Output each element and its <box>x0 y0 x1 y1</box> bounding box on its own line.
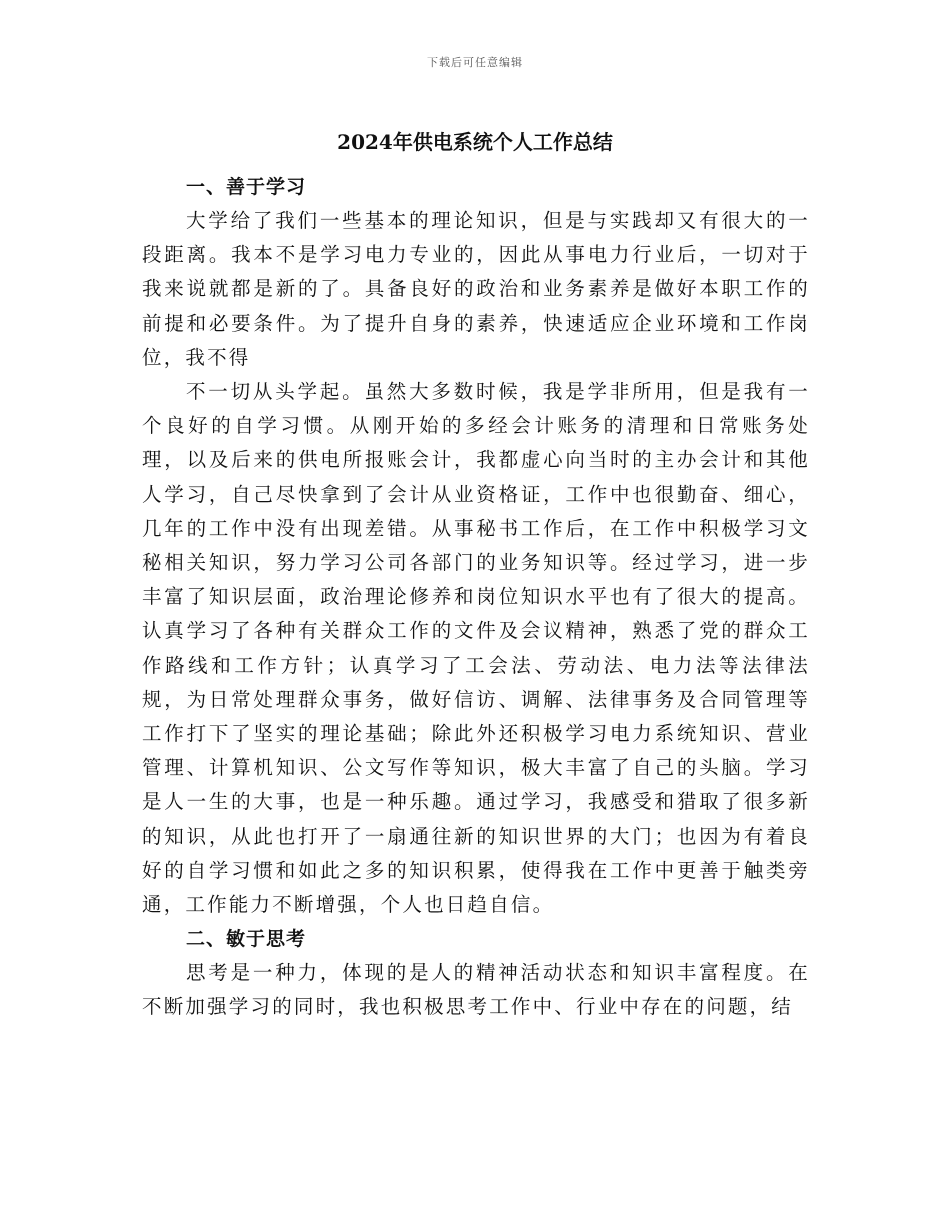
section-heading-learning: 一、善于学习 <box>186 176 307 198</box>
document-body <box>142 170 810 1025</box>
paragraph: 大学给了我们一些基本的理论知识，但是与实践却又有很大的一段距离。我本不是学习电力专业的，因此从事电力行业后，一切对于我来说就都是新的了。具备良好的政治和业务素养是做好本职工作的前提和必要条件。为了提升自身的素养，快速适应企业环境和工作岗位，我不得 <box>142 209 810 369</box>
paragraph: 不一切从头学起。虽然大多数时候，我是学非所用，但是我有一个良好的自学习惯。从刚开始的多经会计账务的清理和日常账务处理，以及后来的供电所报账会计，我都虚心向当时的主办会计和其他人学习，自己尽快拿到了会计从业资格证，工作中也很勤奋、细心，几年的工作中没有出现差错。从事秘书工作后，在工作中积极学习文秘相关知识，努力学习公司各部门的业务知识等。经过学习，进一步丰富了知识层面，政治理论修养和岗位知识水平也有了很大的提高。认真学习了各种有关群众工作的文件及会议精神，熟悉了党的群众工作路线和工作方针；认真学习了工会法、劳动法、电力法等法律法规，为日常处理群众事务，做好信访、调解、法律事务及合同管理等工作打下了坚实的理论基础；除此外还积极学习电力系统知识、营业管理、计算机知识、公文写作等知识，极大丰富了自己的头脑。学习是人一生的大事，也是一种乐趣。通过学习，我感受和猎取了很多新的知识，从此也打开了一扇通往新的知识世界的大门；也因为有着良好的自学习惯和如此之多的知识积累，使得我在工作中更善于触类旁通，工作能力不断增强，个人也日趋自信。 <box>142 380 810 917</box>
download-note: 下载后可任意编辑 <box>427 56 523 69</box>
section-heading-thinking: 二、敏于思考 <box>186 928 307 951</box>
document-title: 2024年供电系统个人工作总结 <box>337 130 613 154</box>
paragraph: 思考是一种力，体现的是人的精神活动状态和知识丰富程度。在不断加强学习的同时，我也积极思考工作中、行业中存在的问题，结 <box>142 961 810 1019</box>
